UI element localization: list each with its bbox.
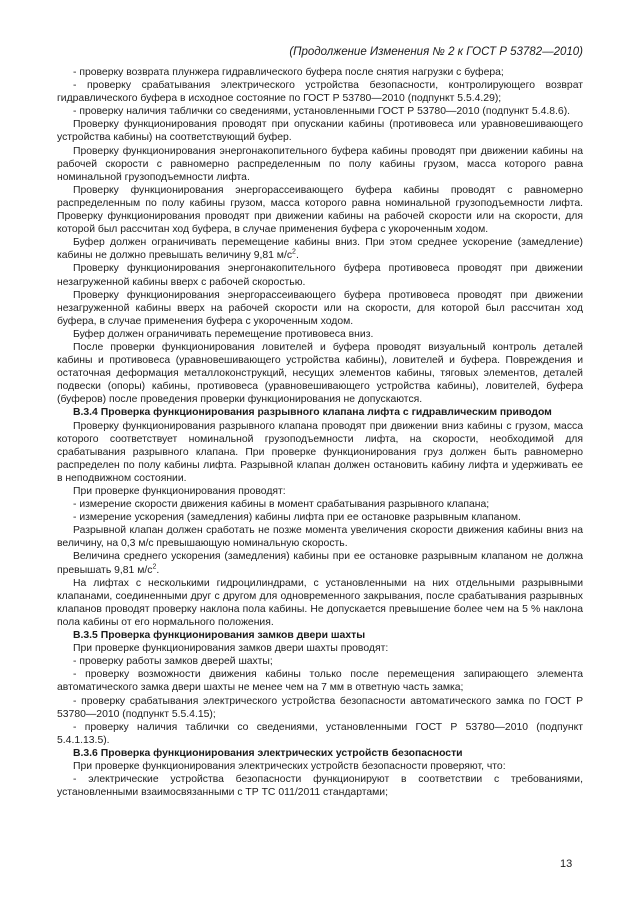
- paragraph-text: - измерение скорости движения кабины в момент срабатывания разрывного клапана;: [73, 499, 490, 511]
- paragraph-text: В.3.4 Проверка функционирования разрывного клапана лифта с гидравлическим приводом: [73, 407, 552, 419]
- paragraph-tail: .: [156, 564, 160, 576]
- paragraph: [57, 236, 583, 262]
- paragraph: [57, 145, 583, 184]
- page-number: 13: [560, 858, 573, 870]
- paragraph-text: Буфер должен ограничивать перемещение противовеса вниз.: [73, 328, 374, 340]
- paragraph-text: - проверку наличия таблички со сведениями, установленными ГОСТ Р 53780—2010 (подпункт 5.4.1.13.5).: [57, 721, 583, 746]
- paragraph: [57, 485, 583, 498]
- section-heading: [57, 406, 583, 419]
- paragraph: [57, 524, 583, 550]
- paragraph-text: Проверку функционирования энергонакопительного буфера кабины проводят при движении кабины на рабочей скорости с равномерно распределенным по полу кабины грузом, масса которого равна номинальной грузоподъемности лифта.: [57, 145, 583, 183]
- paragraph: [57, 184, 583, 236]
- paragraph-text: Проверку функционирования энергорассеивающего буфера кабины проводят с равномерно распределенным по полу кабины грузом, масса которого равна номинальной грузоподъемности лифта. Проверку функционирования проводят при движении кабины на рабочей скорости или на скорости, для которой был рассчитан ход буфера, в случае применения буфера с укороченным ходом.: [57, 184, 583, 236]
- section-heading: [57, 629, 583, 642]
- paragraph: [57, 118, 583, 144]
- paragraph-text: В.3.5 Проверка функционирования замков двери шахты: [73, 630, 366, 642]
- paragraph: [57, 773, 583, 799]
- paragraph-text: - проверку срабатывания электрического устройства безопасности автоматического замка по ГОСТ Р 53780—2010 (подпункт 5.5.4.15);: [57, 695, 583, 720]
- paragraph: [57, 655, 583, 668]
- paragraph-text: При проверке функционирования электрических устройств безопасности проверяют, что:: [73, 760, 506, 772]
- paragraph: [57, 328, 583, 341]
- paragraph: [57, 642, 583, 655]
- paragraph-text: - проверку срабатывания электрического устройства безопасности, контролирующего возврат гидравлического буфера в исходное состояние по ГОСТ Р 53780—2010 (подпункт 5.5.4.29);: [57, 80, 583, 105]
- paragraph-text: - проверку возможности движения кабины только после перемещения запирающего элемента автоматического замка двери шахты не менее чем на 7 мм в ответную часть замка;: [57, 669, 583, 694]
- paragraph: [57, 511, 583, 524]
- paragraph-text: Проверку функционирования разрывного клапана проводят при движении вниз кабины с грузом, масса которого соответствует номинальной грузоподъемности лифта, на скорости, необходимой для срабатывания разрывного клапана. При проверке функционирования груз должен быть равномерно распределен по полу кабины лифта. Разрывной клапан должен остановить кабину лифта и удерживать ее в неподвижном состоянии.: [57, 420, 583, 484]
- paragraph: [57, 721, 583, 747]
- paragraph-text: - проверку наличия таблички со сведениями, установленными ГОСТ Р 53780—2010 (подпункт 5.4.8.6).: [73, 106, 571, 118]
- superscript: 2: [292, 248, 296, 256]
- paragraph-text: Разрывной клапан должен сработать не позже момента увеличения скорости движения кабины вниз на величину, на 0,3 м/с превышающую номинальную скорость.: [57, 525, 583, 550]
- paragraph-text: На лифтах с несколькими гидроцилиндрами, с установленными на них отдельными разрывными клапанами, соединенными друг с другом для одновременного закрывания, после срабатывания разрывных клапанов проводят проверку наклона пола кабины. Не допускается превышение более чем на 5 % наклона пола кабины от его нормального положения.: [57, 577, 583, 628]
- paragraph: [57, 550, 583, 576]
- paragraph-text: Проверку функционирования проводят при опускании кабины (противовеса или уравновешивающего устройства кабины) на соответствующий буфер.: [57, 119, 583, 144]
- paragraph-text: Буфер должен ограничивать перемещение кабины вниз. При этом среднее ускорение (замедление) кабины не должно превышать величину 9,81 м/с: [57, 237, 583, 262]
- paragraph-text: При проверке функционирования замков двери шахты проводят:: [73, 643, 389, 655]
- paragraph-text: - электрические устройства безопасности функционируют в соответствии с требованиями, установленными взаимосвязанными с ТР ТС 011/2011 стандартами;: [57, 774, 583, 799]
- paragraph: [57, 105, 583, 118]
- superscript: 2: [152, 563, 157, 571]
- paragraph: [57, 420, 583, 485]
- paragraph-text: - измерение ускорения (замедления) кабины лифта при ее остановке разрывным клапаном.: [73, 512, 521, 524]
- document-page: [57, 46, 583, 799]
- section-heading: [57, 747, 583, 760]
- paragraph-text: В.3.6 Проверка функционирования электрических устройств безопасности: [73, 747, 463, 759]
- paragraph-text: Проверку функционирования энергорассеивающего буфера противовеса проводят при движении незагруженной кабины вверх на рабочей скорости или на скорости, для которой был рассчитан ход буфера, в случае применения буфера с укороченным ходом.: [57, 289, 583, 327]
- paragraph: [57, 79, 583, 105]
- running-header: (Продолжение Изменения № 2 к ГОСТ Р 53782—2010): [289, 46, 583, 58]
- paragraph: [57, 289, 583, 328]
- paragraph: [57, 498, 583, 511]
- paragraph-text: При проверке функционирования проводят:: [73, 486, 286, 497]
- document-body: [57, 66, 583, 799]
- paragraph: [57, 668, 583, 694]
- paragraph: [57, 760, 583, 773]
- paragraph: [57, 262, 583, 288]
- paragraph-text: - проверку работы замков дверей шахты;: [73, 656, 273, 668]
- paragraph-text: Проверку функционирования энергонакопительного буфера противовеса проводят при движении незагруженной кабины вверх с рабочей скоростью.: [57, 263, 583, 288]
- paragraph: [57, 577, 583, 629]
- paragraph-text: - проверку возврата плунжера гидравлического буфера после снятия нагрузки с буфера;: [73, 67, 504, 78]
- paragraph-text: После проверки функционирования ловителей и буфера проводят визуальный контроль деталей кабины и противовеса (уравновешивающего устройства кабины), ловителей и буфера. Повреждения и остаточная деформация металлоконструкций, несущих элементов кабины, тяговых элементов, деталей подвески (опоры) кабины, противовеса (уравновешивающего устройства кабины), ловителей, буфера (буферов) после проведения проверки функционирования не допускаются.: [57, 341, 583, 406]
- paragraph: [57, 695, 583, 721]
- paragraph: [57, 341, 583, 406]
- paragraph-text: Величина среднего ускорения (замедления) кабины при ее остановке разрывным клапаном не должна превышать 9,81 м/с: [57, 551, 583, 576]
- paragraph: [57, 66, 583, 79]
- paragraph-tail: .: [295, 250, 299, 262]
